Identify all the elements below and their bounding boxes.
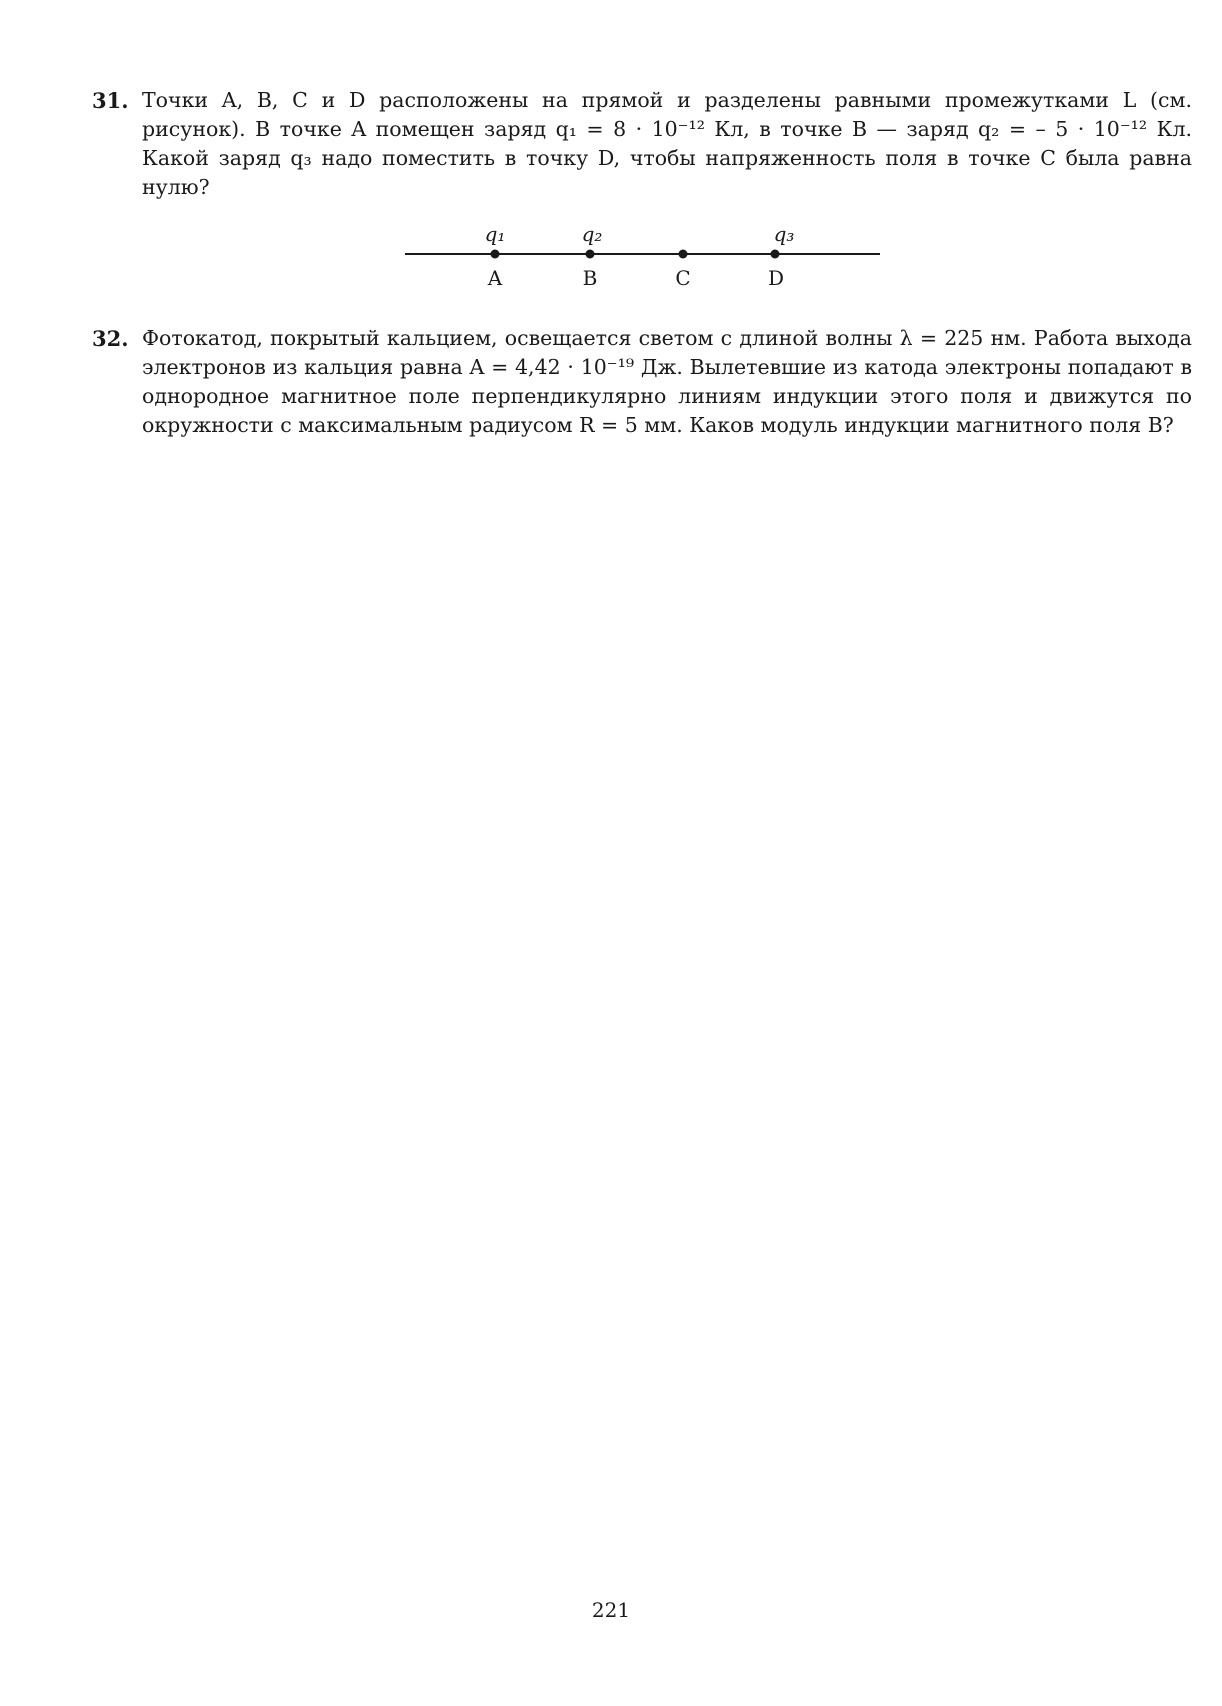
point-label-c: C [675, 266, 691, 290]
charges-on-line-figure [0, 0, 1222, 300]
point-c-dot [679, 250, 688, 259]
point-label-d: D [767, 266, 785, 290]
problem-number: 32. [92, 326, 129, 351]
charge-label-q1: q₁ [484, 222, 506, 246]
point-d-dot [771, 250, 780, 259]
point-a-dot [491, 250, 500, 259]
page-number: 221 [591, 1598, 631, 1622]
charge-label-q2: q₂ [581, 222, 603, 246]
problem-text: Фотокатод, покрытый кальцием, освещается светом с длиной волны λ = 225 нм. Работа выхода электронов из кальция равна A = 4,42 · 10⁻¹⁹ Дж. Вылетевшие из катода электроны попадают в однородное магнитное поле перпендикулярно линиям индукции этого поля и движутся по окружности с максимальным радиусом R = 5 мм. Каков модуль индукции магнитного поля B? [142, 326, 1192, 437]
problem-text: Точки A, B, C и D расположены на прямой и разделены равными промежутками L (см. рисунок). В точке A помещен заряд q₁ = 8 · 10⁻¹² Кл, в точке B — заряд q₂ = – 5 · 10⁻¹² Кл. Какой заряд q₃ надо поместить в точку D, чтобы напряженность поля в точке C была равна нулю? [142, 88, 1192, 199]
charge-label-q3: q₃ [773, 222, 795, 246]
problem-number: 31. [92, 88, 129, 113]
point-label-b: B [582, 266, 598, 290]
point-b-dot [586, 250, 595, 259]
problem-32 [92, 324, 1192, 440]
point-label-a: A [487, 266, 503, 290]
